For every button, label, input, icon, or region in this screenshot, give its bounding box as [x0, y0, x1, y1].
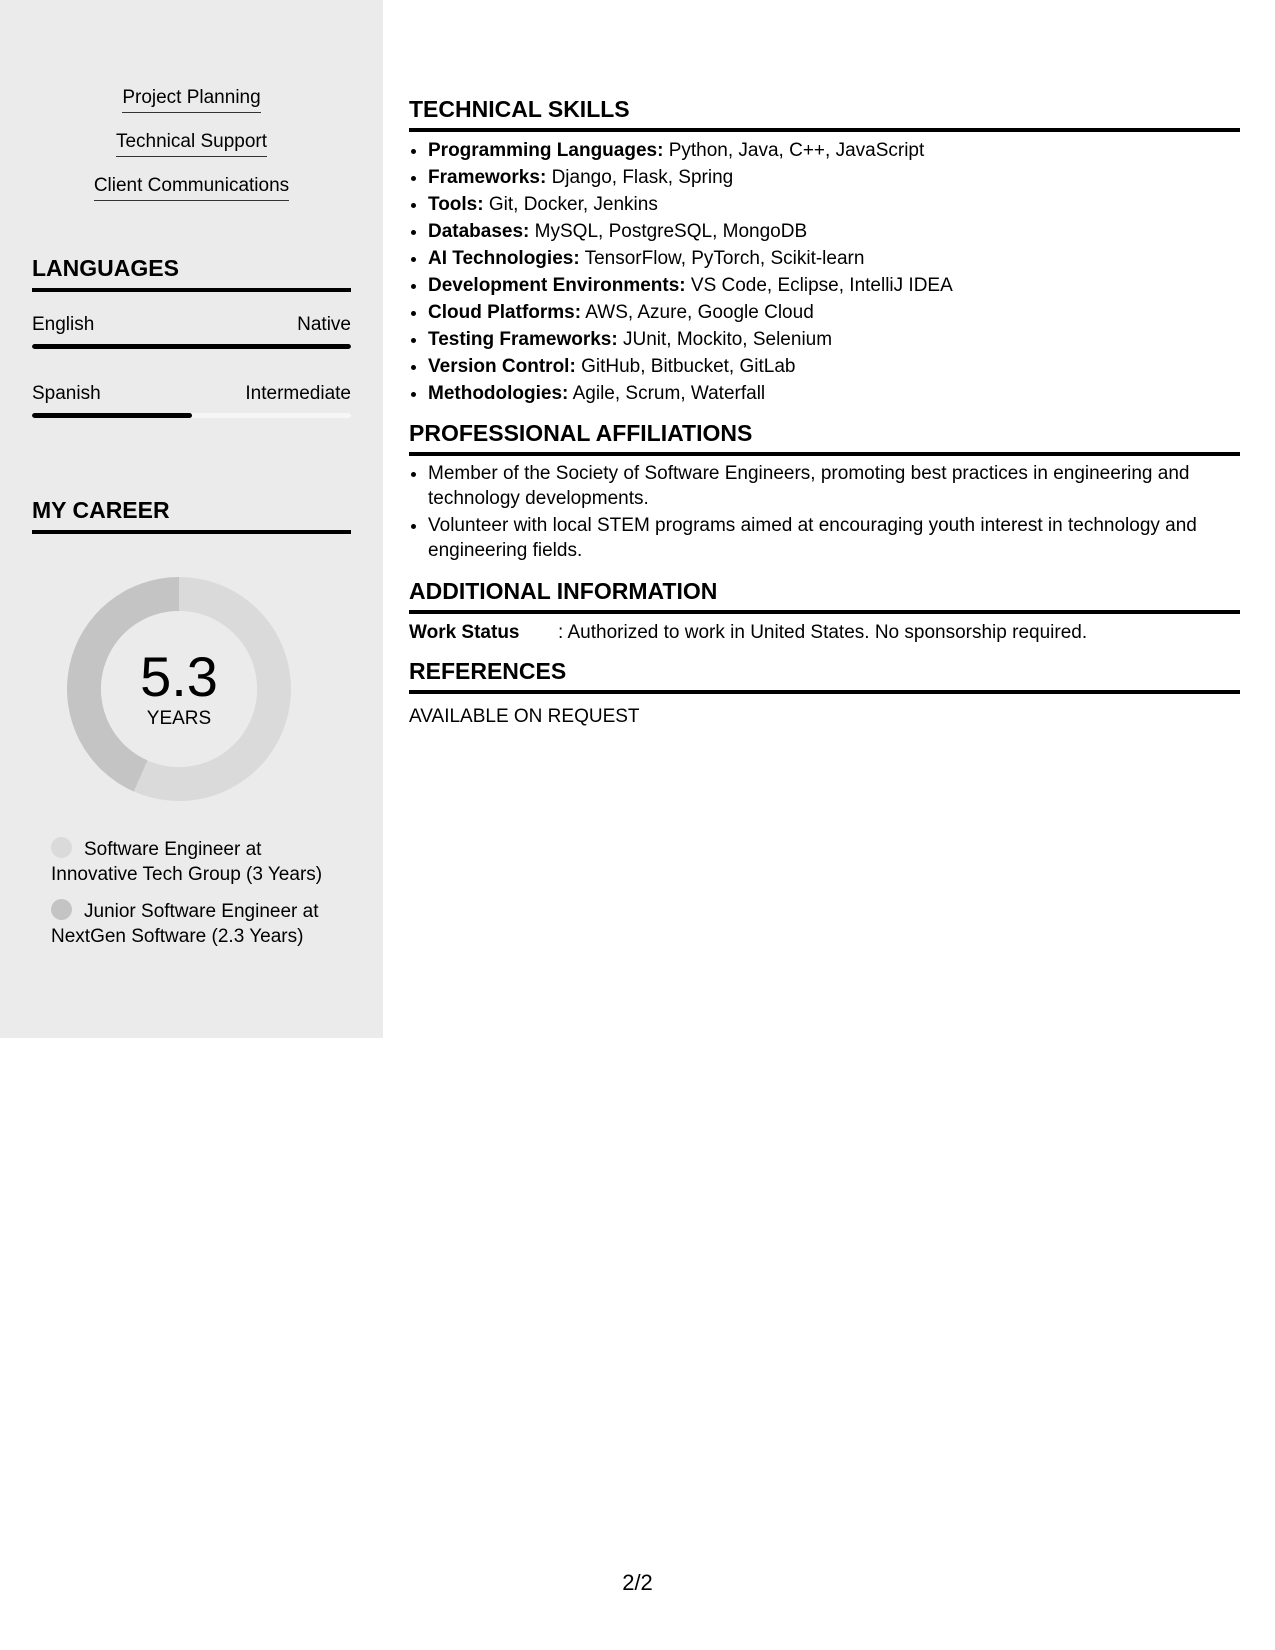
skill-label: Cloud Platforms:: [428, 302, 582, 323]
skill-label: Version Control:: [428, 356, 576, 377]
legend-label: Software Engineer at Innovative Tech Group (3 Years): [51, 839, 323, 885]
skill-label: Methodologies:: [428, 383, 569, 404]
section-heading: TECHNICAL SKILLS: [409, 95, 1240, 132]
career-donut-center: [66, 576, 292, 802]
technical-skills-list: [409, 137, 1240, 407]
affiliations-section: [409, 419, 1240, 563]
language-bar-spanish: [32, 413, 351, 418]
list-item: [428, 164, 1240, 191]
skill-value: Python, Java, C++, JavaScript: [668, 140, 925, 161]
page-number: 2/2: [622, 1570, 653, 1595]
skill-link: [0, 130, 383, 157]
additional-info-section: [409, 577, 1240, 646]
skill-link-label: Project Planning: [122, 86, 260, 113]
skill-label: Databases:: [428, 221, 530, 242]
career-legend-item: [51, 837, 341, 887]
legend-dot: [51, 837, 72, 858]
skill-label: Development Environments:: [428, 275, 686, 296]
list-item: [428, 245, 1240, 272]
references-text: AVAILABLE ON REQUEST: [409, 706, 640, 727]
skill-value: Django, Flask, Spring: [551, 167, 734, 188]
language-name: Spanish: [32, 383, 101, 404]
skill-label: Frameworks:: [428, 167, 547, 188]
language-row-spanish: [32, 383, 351, 405]
career-total: 5.3: [140, 645, 218, 708]
language-bar-fill: [32, 413, 192, 418]
skill-link: [0, 86, 383, 113]
skill-link-label: Technical Support: [116, 130, 267, 157]
list-item: [428, 353, 1240, 380]
list-item: [428, 218, 1240, 245]
list-item: [428, 137, 1240, 164]
skill-links: [0, 86, 383, 218]
section-heading: REFERENCES: [409, 657, 1240, 694]
work-status-row: [409, 619, 1240, 646]
technical-skills-section: [409, 95, 1240, 407]
references-section: [409, 657, 1240, 730]
career-unit: YEARS: [146, 708, 212, 729]
skill-label: AI Technologies:: [428, 248, 580, 269]
language-row-english: [32, 314, 351, 336]
language-bar-english: [32, 344, 351, 349]
work-status-label: Work Status: [409, 622, 520, 643]
skill-value: GitHub, Bitbucket, GitLab: [581, 356, 796, 377]
skill-value: VS Code, Eclipse, IntelliJ IDEA: [690, 275, 953, 296]
language-name: English: [32, 314, 95, 335]
list-item: [428, 191, 1240, 218]
list-item: [428, 299, 1240, 326]
list-item: [428, 326, 1240, 353]
section-heading: PROFESSIONAL AFFILIATIONS: [409, 419, 1240, 456]
list-item: • Volunteer with local STEM programs aimed at encouraging youth interest in technology and engineering fields.: [428, 513, 1240, 563]
skill-link: [0, 174, 383, 201]
career-legend-item: [51, 899, 341, 949]
work-status-value: : Authorized to work in United States. No sponsorship required.: [558, 622, 1088, 643]
legend-dot: [51, 899, 72, 920]
career-donut: [66, 576, 292, 802]
career-heading: MY CAREER: [32, 497, 351, 534]
skill-value: MySQL, PostgreSQL, MongoDB: [534, 221, 808, 242]
list-item: [428, 380, 1240, 407]
skill-label: Testing Frameworks:: [428, 329, 618, 350]
language-level: Intermediate: [245, 383, 351, 404]
languages-heading: LANGUAGES: [32, 255, 351, 292]
skill-value: AWS, Azure, Google Cloud: [585, 302, 814, 323]
skill-value: Agile, Scrum, Waterfall: [572, 383, 766, 404]
language-level: Native: [297, 314, 351, 335]
affiliations-list: [409, 461, 1240, 563]
section-heading: ADDITIONAL INFORMATION: [409, 577, 1240, 614]
language-bar-fill: [32, 344, 351, 349]
skill-value: TensorFlow, PyTorch, Scikit-learn: [584, 248, 865, 269]
skill-value: Git, Docker, Jenkins: [488, 194, 658, 215]
main-content: [409, 0, 1240, 730]
legend-label: Junior Software Engineer at NextGen Software (2.3 Years): [51, 901, 319, 947]
skill-label: Tools:: [428, 194, 484, 215]
list-item: • Member of the Society of Software Engineers, promoting best practices in engineering and technology developments.: [428, 461, 1240, 511]
sidebar: [0, 0, 383, 1038]
skill-label: Programming Languages:: [428, 140, 664, 161]
skill-value: JUnit, Mockito, Selenium: [622, 329, 833, 350]
list-item: [428, 272, 1240, 299]
skill-link-label: Client Communications: [94, 174, 289, 201]
